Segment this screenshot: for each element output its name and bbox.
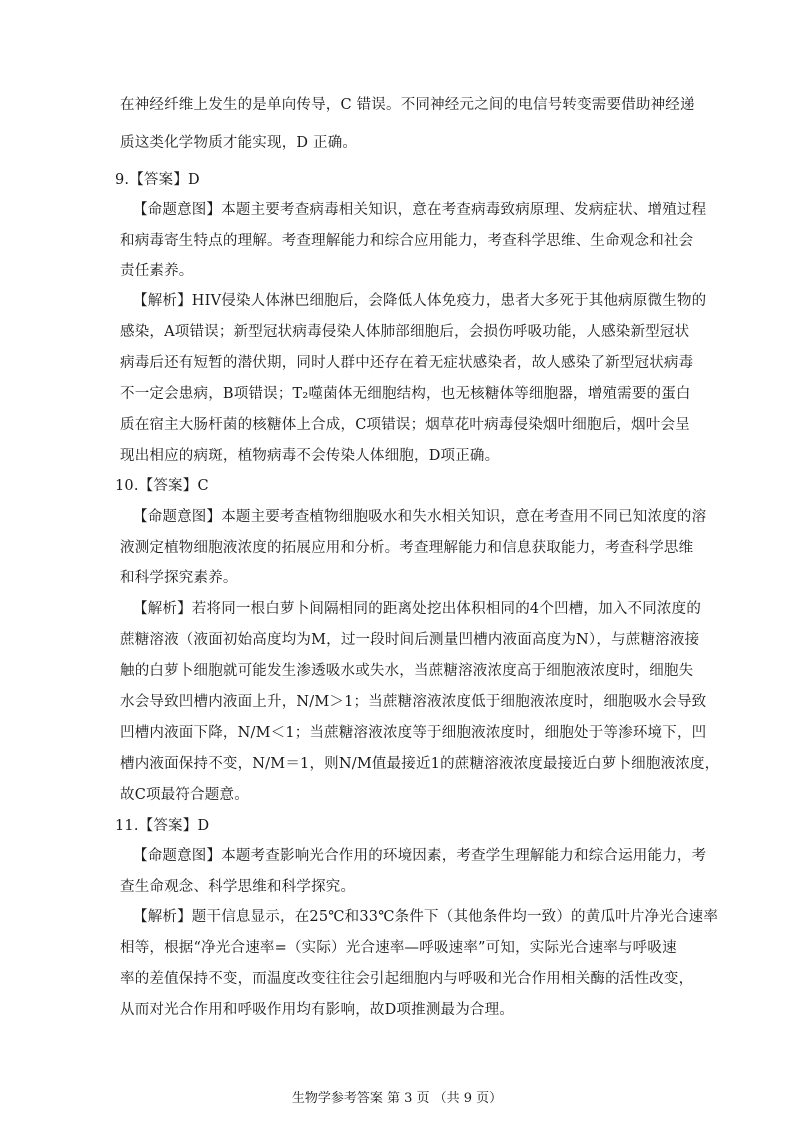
text-line: 和病毒寄生特点的理解。考查理解能力和综合应用能力，考查科学思维、生命观念和社会	[120, 233, 694, 249]
text-line: 【解析】HIV侵染人体淋巴细胞后，会降低人体免疫力，患者大多死于其他病原微生物的	[133, 293, 707, 309]
text-line: 在神经纤维上发生的是单向传导，C 错误。不同神经元之间的电信号转变需要借助神经递	[120, 97, 695, 113]
text-line: 现出相应的病斑，植物病毒不会传染人体细胞，D项正确。	[120, 448, 500, 464]
page-footer: 生物学参考答案 第 3 页 （共 9 页）	[291, 1091, 503, 1106]
text-line: 【命题意图】本题主要考查植物细胞吸水和失水相关知识，意在考查用不同已知浓度的溶	[133, 509, 707, 525]
text-line: 责任素养。	[120, 263, 194, 279]
text-line: 和科学探究素养。	[120, 570, 238, 586]
text-line: 质这类化学物质才能实现，D 正确。	[120, 135, 358, 151]
text-line: 液测定植物细胞液浓度的拓展应用和分析。考查理解能力和信息获取能力，考查科学思维	[120, 540, 694, 556]
text-line: 【解析】题干信息显示，在25℃和33℃条件下（其他条件均一致）的黄瓜叶片净光合速率	[133, 909, 719, 925]
text-line: 水会导致凹槽内液面上升，N/M＞1；当蔗糖溶液浓度低于细胞液浓度时，细胞吸水会导致	[120, 694, 707, 710]
text-line: 9.【答案】D	[115, 172, 200, 188]
text-line: 从而对光合作用和呼吸作用均有影响，故D项推测最为合理。	[120, 1002, 515, 1018]
text-line: 槽内液面保持不变，N/M＝1，则N/M值最接近1的蔗糖溶液浓度最接近白萝卜细胞液浓度，	[120, 756, 720, 772]
text-line: 触的白萝卜细胞就可能发生渗透吸水或失水，当蔗糖溶液浓度高于细胞液浓度时，细胞失	[120, 663, 694, 679]
text-line: 【命题意图】本题主要考查病毒相关知识，意在考查病毒致病原理、发病症状、增殖过程	[133, 202, 707, 218]
text-line: 病毒后还有短暂的潜伏期，同时人群中还存在着无症状感染者，故人感染了新型冠状病毒	[120, 355, 694, 371]
text-line: 10.【答案】C	[115, 478, 209, 494]
text-line: 凹槽内液面下降，N/M＜1；当蔗糖溶液浓度等于细胞液浓度时，细胞处于等渗环境下，凹	[120, 725, 707, 741]
text-line: 故C项最符合题意。	[120, 787, 249, 803]
text-line: 11.【答案】D	[115, 818, 210, 834]
text-line: 【命题意图】本题考查影响光合作用的环境因素，考查学生理解能力和综合运用能力，考	[133, 848, 707, 864]
text-line: 查生命观念、科学思维和科学探究。	[120, 879, 356, 895]
text-line: 率的差值保持不变，而温度改变往往会引起细胞内与呼吸和光合作用相关酶的活性改变，	[120, 971, 694, 987]
text-line: 蔗糖溶液（液面初始高度均为M，过一段时间后测量凹槽内液面高度为N），与蔗糖溶液接	[120, 632, 700, 648]
text-line: 相等，根据“净光合速率=（实际）光合速率—呼吸速率”可知，实际光合速率与呼吸速	[120, 940, 677, 956]
text-line: 质在宿主大肠杆菌的核糖体上合成，C项错误；烟草花叶病毒侵染烟叶细胞后，烟叶会呈	[120, 417, 690, 433]
text-line: 不一定会患病，B项错误；T₂噬菌体无细胞结构，也无核糖体等细胞器，增殖需要的蛋白	[120, 386, 691, 402]
text-line: 【解析】若将同一根白萝卜间隔相同的距离处挖出体积相同的4个凹槽，加入不同浓度的	[133, 601, 702, 617]
text-line: 感染，A项错误；新型冠状病毒侵染人体肺部细胞后，会损伤呼吸功能，人感染新型冠状	[120, 324, 690, 340]
